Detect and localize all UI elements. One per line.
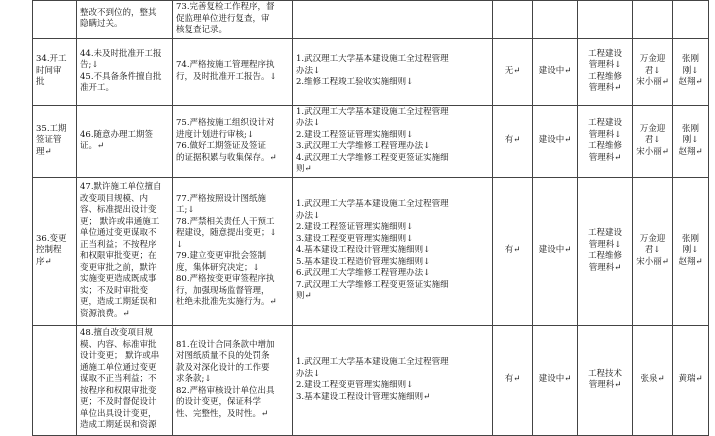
risk-control-table [32, 0, 709, 436]
responsible-dept-cell: 工程建设 管理科↓ 工程维修 管理科↵ [578, 177, 633, 325]
leader-cell: 张泉↵ [633, 325, 673, 435]
risk-cell: 46.随意办理工期签 证。↵ [77, 105, 173, 177]
dept-cell: 建设中↵ [533, 177, 578, 325]
risk-cell: 整改不到位的，整其 隐瞒过关。 [77, 1, 173, 39]
risk-cell: 47.默许施工单位擅自 改变项目规模、内 容、标准提出设计变 更； 默许或串通施工 单位通过变更谋取不 正当利益；不按程序 和权限审批变更；在 变更审批之前，默许 实施变更造成既成事 实；不及时审批变 更，造成工期延误和 资源浪费。↵ [77, 177, 173, 325]
dept-cell [533, 1, 578, 39]
has-measure-cell: 有↵ [493, 325, 533, 435]
measure-cell: 75.严格按施工组织设计对 进度计划进行审核;↓ 76.做好工期签证及签证 的证据积累与收集保存。↵ [173, 105, 293, 177]
supervisor-cell: 张刚 刚↓ 赵翔↵ [673, 38, 709, 105]
leader-cell: 万金迎 君↓ 宋小丽↵ [633, 177, 673, 325]
supervisor-cell: 张刚 刚↓ 赵翔↵ [673, 105, 709, 177]
table-row [33, 1, 709, 39]
risk-cell: 48.擅自改变项目规 模、内容、标准审批 设计变更； 默许或串 通施工单位通过变更 谋取不正当利益；不 按程序和权限审批变 更；不及时督促设计 单位出具设计变更， 造成工期延误和资源 [77, 325, 173, 435]
table-row [33, 177, 709, 325]
table-row [33, 105, 709, 177]
has-measure-cell [493, 1, 533, 39]
basis-cell: 1.武汉理工大学基本建设施工全过程管理 办法↓ 2.维修工程竣工验收实施细则↓ [293, 38, 493, 105]
supervisor-cell [673, 1, 709, 39]
item-cell [33, 1, 77, 39]
basis-cell [293, 1, 493, 39]
responsible-dept-cell [578, 1, 633, 39]
dept-cell: 建设中↵ [533, 105, 578, 177]
responsible-dept-cell: 工程建设 管理科↓ 工程维修 管理科↵ [578, 105, 633, 177]
item-cell [33, 325, 77, 435]
basis-cell: 1.武汉理工大学基本建设施工全过程管理 办法↓ 2.建设工程变更管理实施细则↓ 3.基本建设工程设计管理实施细则↵ [293, 325, 493, 435]
leader-cell: 万金迎 君↓ 宋小丽↵ [633, 38, 673, 105]
risk-cell: 44.未及时批准开工报 告;↓ 45.不具备条件擅自批 准开工。 [77, 38, 173, 105]
has-measure-cell: 有↵ [493, 177, 533, 325]
item-cell: 34.开工 时间审 批 [33, 38, 77, 105]
supervisor-cell: 黄瑞↵ [673, 325, 709, 435]
responsible-dept-cell: 工程技术 管理科↵ [578, 325, 633, 435]
table-row [33, 325, 709, 435]
has-measure-cell: 无↵ [493, 38, 533, 105]
table-row [33, 38, 709, 105]
basis-cell: 1.武汉理工大学基本建设施工全过程管理 办法↓ 2.建设工程签证管理实施细则↓ 3.武汉理工大学维修工程管理办法↓ 4.武汉理工大学维修工程变更签证实施细 则↵ [293, 105, 493, 177]
has-measure-cell: 有↵ [493, 105, 533, 177]
basis-cell: 1.武汉理工大学基本建设施工全过程管理 办法↓ 2.建设工程签证管理实施细则↓ 3.建设工程变更管理实施细则↓ 4.基本建设工程设计管理实施细则↓ 5.基本建设工程造价管理实施细则↓ 6.武汉理工大学维修工程管理办法↓ 7.武汉理工大学维修工程变更签证实施细 则↵ [293, 177, 493, 325]
leader-cell [633, 1, 673, 39]
measure-cell: 73.完善复检工作程序，督 促监理单位进行复查，审 核复查记录。 [173, 1, 293, 39]
item-cell: 35.工期 签证管 理↵ [33, 105, 77, 177]
measure-cell: 74.严格按施工管理程序执 行，及时批准开工报告。↓ [173, 38, 293, 105]
measure-cell: 77.严格按照设计图纸施 工;↓ 78.严禁相关责任人干预工 程建设，随意提出变更；↓ ↓ 79.建立变更审批会签制 度，集体研究决定；↓ 80.严格按变更审签程序执 行，加强现场监督管理， 杜绝未批准先实施行为。↵ [173, 177, 293, 325]
measure-cell: 81.在设计合同条款中增加 对图纸质量不良的处罚条 款及对深化设计的工作要 求条款;↓ 82.严格审核设计单位出具 的设计变更，保证科学 性、完整性，及时性。↵ [173, 325, 293, 435]
responsible-dept-cell: 工程建设 管理科↓ 工程维修 管理科↵ [578, 38, 633, 105]
supervisor-cell: 张刚 刚↓ 赵翔↵ [673, 177, 709, 325]
dept-cell: 建设中↵ [533, 325, 578, 435]
dept-cell: 建设中↵ [533, 38, 578, 105]
leader-cell: 万金迎 君↓ 宋小丽↵ [633, 105, 673, 177]
item-cell: 36.变更 控制程 序↵ [33, 177, 77, 325]
